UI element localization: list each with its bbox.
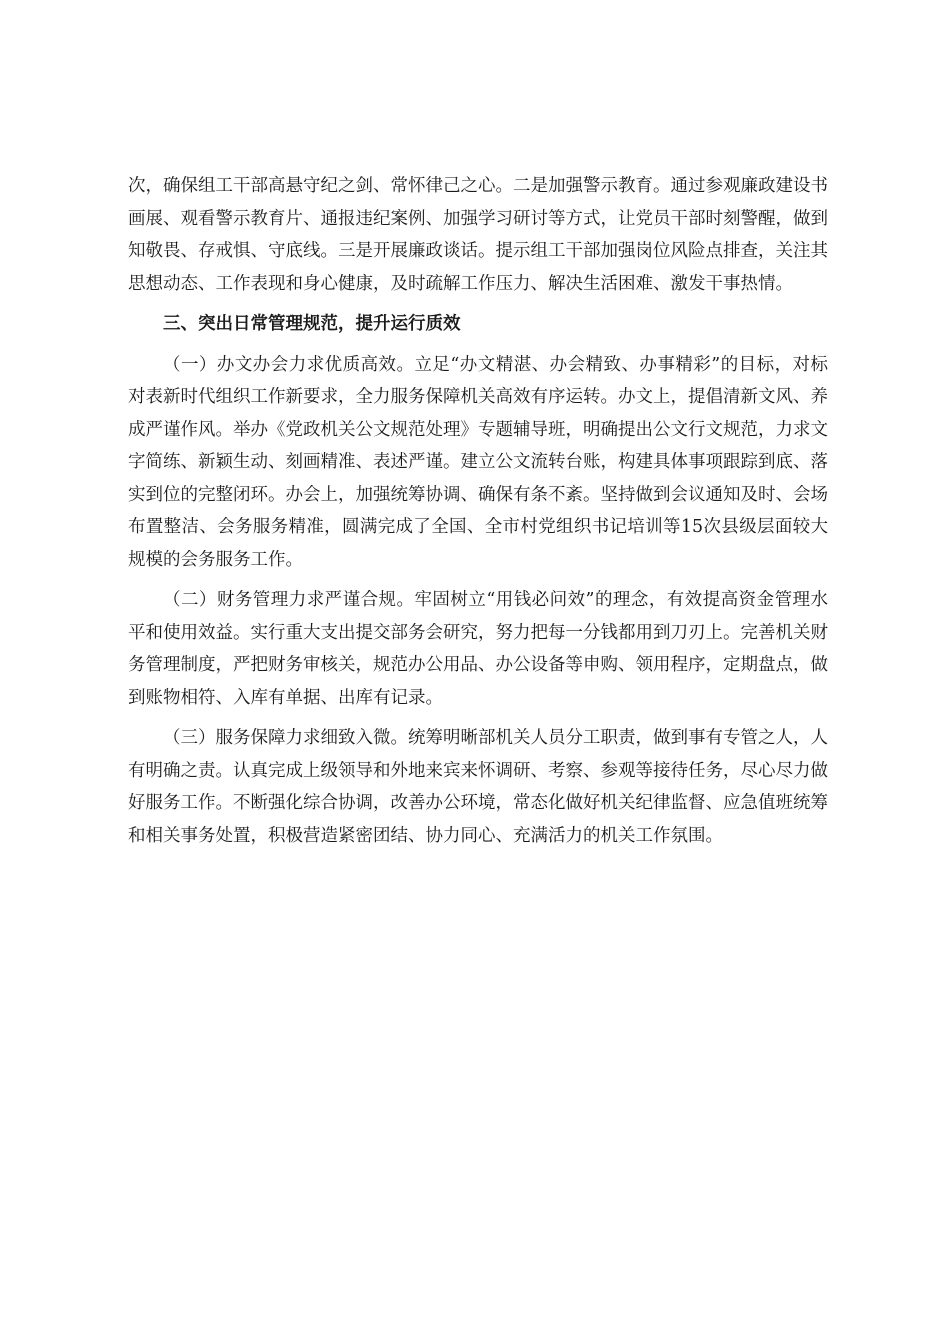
document-body <box>128 170 828 860</box>
section-heading: 三、突出日常管理规范，提升运行质效 <box>163 314 461 334</box>
paragraph-document-handling: （一）办文办会力求优质高效。立足“办文精湛、办会精致、办事精彩”的目标，对标对表新时代组织工作新要求，全力服务保障机关高效有序运转。办文上，提倡清新文风、养成严谨作风。举办《党政机关公文规范处理》专题辅导班，明确提出公文行文规范，力求文字简练、新颖生动、刻画精准、表述严谨。建立公文流转台账，构建具体事项跟踪到底、落实到位的完整闭环。办会上，加强统筹协调、确保有条不紊。坚持做到会议通知及时、会场布置整洁、会务服务精准，圆满完成了全国、全市村党组织书记培训等15次县级层面较大规模的会务服务工作。 <box>128 354 828 570</box>
paragraph-financial-management: （二）财务管理力求严谨合规。牢固树立“用钱必问效”的理念，有效提高资金管理水平和使用效益。实行重大支出提交部务会研究，努力把每一分钱都用到刀刃上。完善机关财务管理制度，严把财务审核关，规范办公用品、办公设备等申购、领用程序，定期盘点，做到账物相符、入库有单据、出库有记录。 <box>128 590 828 708</box>
paragraph-service-support: （三）服务保障力求细致入微。统筹明晰部机关人员分工职责，做到事有专管之人，人有明确之责。认真完成上级领导和外地来宾来怀调研、考察、参观等接待任务，尽心尽力做好服务工作。不断强化综合协调，改善办公环境，常态化做好机关纪律监督、应急值班统筹和相关事务处置，积极营造紧密团结、协力同心、充满活力的机关工作氛围。 <box>128 728 828 846</box>
paragraph-continued: 次，确保组工干部高悬守纪之剑、常怀律己之心。二是加强警示教育。通过参观廉政建设书画展、观看警示教育片、通报违纪案例、加强学习研讨等方式，让党员干部时刻警醒，做到知敬畏、存戒惧、守底线。三是开展廉政谈话。提示组工干部加强岗位风险点排查，关注其思想动态、工作表现和身心健康，及时疏解工作压力、解决生活困难、激发干事热情。 <box>128 176 828 294</box>
